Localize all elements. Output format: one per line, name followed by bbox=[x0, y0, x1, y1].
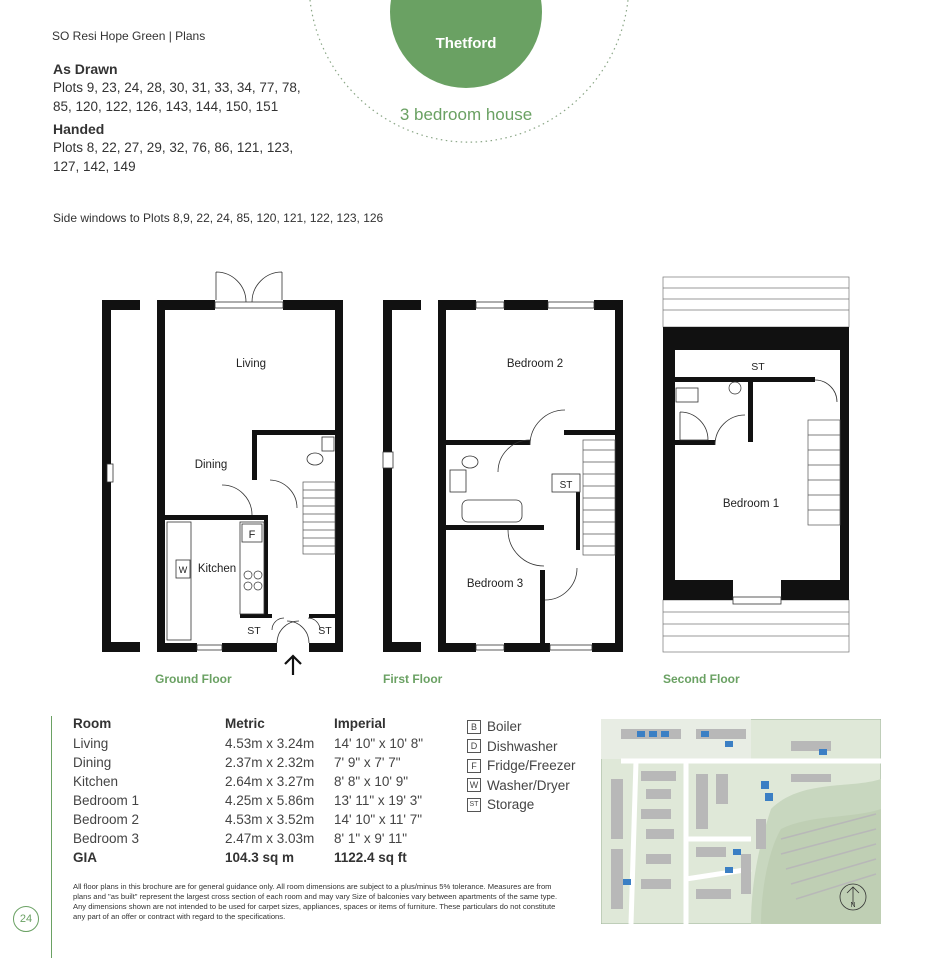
header-imperial: Imperial bbox=[334, 716, 386, 731]
ground-floor-label: Ground Floor bbox=[155, 672, 232, 686]
legend-item bbox=[467, 776, 576, 796]
legend-key: D bbox=[467, 739, 481, 753]
room-storage: ST bbox=[559, 480, 573, 491]
cell-room: Kitchen bbox=[73, 774, 119, 789]
second-floor-label: Second Floor bbox=[663, 672, 740, 686]
cell-metric: 2.64m x 3.27m bbox=[225, 774, 315, 789]
header-metric: Metric bbox=[225, 716, 265, 731]
cell-imperial: 7' 9" x 7' 7" bbox=[334, 755, 401, 770]
room-bedroom-2: Bedroom 2 bbox=[506, 358, 564, 370]
room-bedroom-3: Bedroom 3 bbox=[466, 578, 524, 590]
legend-label: Washer/Dryer bbox=[487, 777, 570, 793]
north-label: N bbox=[850, 902, 856, 909]
cell-metric: 2.47m x 3.03m bbox=[225, 831, 315, 846]
house-type: 3 bedroom house bbox=[399, 105, 533, 124]
room-storage: ST bbox=[247, 625, 261, 637]
cell-metric: 2.37m x 2.32m bbox=[225, 755, 315, 770]
cell-metric: 104.3 sq m bbox=[225, 850, 295, 865]
room-bedroom-1: Bedroom 1 bbox=[722, 498, 780, 510]
room-living: Living bbox=[235, 358, 267, 370]
side-windows-note: Side windows to Plots 8,9, 22, 24, 85, 120, 121, 122, 123, 126 bbox=[53, 211, 384, 225]
legend-label: Fridge/Freezer bbox=[487, 758, 576, 774]
floor-plans bbox=[0, 265, 950, 675]
as-drawn-plots bbox=[53, 78, 343, 116]
cell-room: Bedroom 3 bbox=[73, 831, 140, 846]
as-drawn-line: Plots 9, 23, 24, 28, 30, 31, 33, 34, 77, 78, bbox=[53, 80, 301, 95]
legend-item bbox=[467, 795, 576, 815]
site-map bbox=[601, 719, 881, 924]
first-floor-plan bbox=[383, 300, 623, 652]
room-storage: ST bbox=[318, 625, 332, 637]
legend bbox=[467, 717, 576, 815]
legend-key: ST bbox=[467, 798, 481, 812]
header-room: Room bbox=[73, 716, 112, 731]
legend-item bbox=[467, 717, 576, 737]
cell-room: Living bbox=[73, 736, 109, 751]
handed-line: 127, 142, 149 bbox=[53, 159, 136, 174]
accent-line bbox=[51, 716, 52, 958]
fridge-label: F bbox=[248, 529, 256, 541]
room-dining: Dining bbox=[194, 459, 228, 471]
cell-imperial: 13' 11" x 19' 3" bbox=[334, 793, 423, 808]
legend-item bbox=[467, 737, 576, 757]
disclaimer: All floor plans in this brochure are for general guidance only. All room dimensions are subject to a plus/minus 5% tolerance. Measures are from plans and "as built" represent the largest cross section of each room and may vary Size of balconies vary between apartments of the same type. Any dimensions shown are not intended to be used for carpet sizes, appliances, spaces or items of furniture. These particulars do not constitute any part of an offer or contract with regard to the specifications. bbox=[73, 882, 558, 921]
legend-label: Dishwasher bbox=[487, 738, 558, 754]
cell-metric: 4.53m x 3.24m bbox=[225, 736, 315, 751]
legend-label: Storage bbox=[487, 797, 535, 813]
washer-label: W bbox=[178, 565, 188, 575]
house-badge bbox=[300, 0, 640, 170]
ground-floor-plan bbox=[102, 272, 343, 675]
legend-item bbox=[467, 756, 576, 776]
cell-room: Bedroom 2 bbox=[73, 812, 140, 827]
cell-imperial: 14' 10" x 11' 7" bbox=[334, 812, 423, 827]
legend-key: F bbox=[467, 759, 481, 773]
room-kitchen: Kitchen bbox=[197, 563, 237, 575]
first-floor-label: First Floor bbox=[383, 672, 443, 686]
brand-heading: SO Resi Hope Green | Plans bbox=[52, 29, 206, 43]
room-storage: ST bbox=[751, 361, 765, 373]
cell-room: Bedroom 1 bbox=[73, 793, 140, 808]
room-dimensions-table bbox=[73, 716, 463, 876]
cell-metric: 4.53m x 3.52m bbox=[225, 812, 315, 827]
page-number: 24 bbox=[13, 906, 39, 932]
legend-key: B bbox=[467, 720, 481, 734]
cell-room: GIA bbox=[73, 850, 98, 865]
legend-label: Boiler bbox=[487, 719, 522, 735]
cell-metric: 4.25m x 5.86m bbox=[225, 793, 315, 808]
cell-imperial: 1122.4 sq ft bbox=[334, 850, 407, 865]
cell-room: Dining bbox=[73, 755, 112, 770]
second-floor-plan bbox=[663, 277, 849, 652]
as-drawn-line: 85, 120, 122, 126, 143, 144, 150, 151 bbox=[53, 99, 279, 114]
handed-plots bbox=[53, 138, 343, 176]
cell-imperial: 8' 1" x 9' 11" bbox=[334, 831, 408, 846]
cell-imperial: 14' 10" x 10' 8" bbox=[334, 736, 424, 751]
cell-imperial: 8' 8" x 10' 9" bbox=[334, 774, 409, 789]
house-name: Thetford bbox=[435, 35, 497, 52]
handed-line: Plots 8, 22, 27, 29, 32, 76, 86, 121, 123, bbox=[53, 140, 294, 155]
legend-key: W bbox=[467, 778, 481, 792]
as-drawn-heading: As Drawn bbox=[53, 61, 118, 77]
handed-heading: Handed bbox=[53, 121, 105, 137]
